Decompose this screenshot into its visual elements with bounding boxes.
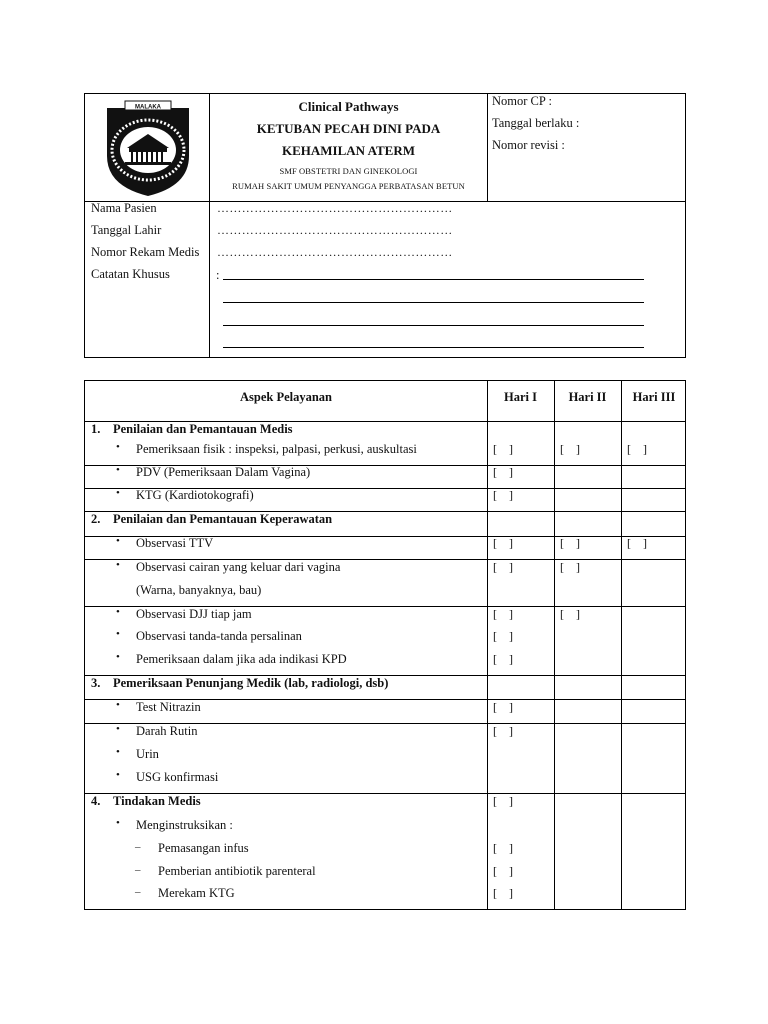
list-item: Darah Rutin (136, 724, 198, 738)
pathway-diagnosis-line-1: KETUBAN PECAH DINI PADA (256, 121, 441, 136)
list-item: PDV (Pemeriksaan Dalam Vagina) (136, 465, 311, 479)
nama-pasien-label: Nama Pasien (91, 201, 157, 215)
list-item: Observasi cairan yang keluar dari vagina (136, 560, 341, 574)
nama-pasien-field[interactable]: ………………………………………………… (217, 201, 453, 215)
checkbox-day-3[interactable]: [ ] (627, 442, 647, 456)
section-title: Pemeriksaan Penunjang Medik (lab, radiologi, dsb) (113, 676, 389, 690)
list-item: Pemberian antibiotik parenteral (158, 864, 316, 878)
bullet-icon: • (116, 559, 120, 571)
section-title: Penilaian dan Pemantauan Medis (113, 422, 293, 436)
checkbox-day-1[interactable]: [ ] (493, 488, 513, 502)
hospital-crest-logo (103, 98, 193, 198)
nomor-revisi-label: Nomor revisi : (492, 138, 565, 152)
pathway-title: Clinical Pathways (298, 99, 399, 114)
logo-banner-text: MALAKA (135, 104, 161, 111)
list-item: Test Nitrazin (136, 700, 201, 714)
section-number: 2. (91, 512, 101, 526)
checkbox-day-1[interactable]: [ ] (493, 700, 513, 714)
list-item: Menginstruksikan : (136, 818, 233, 832)
nomor-cp-label: Nomor CP : (492, 94, 552, 108)
column-divider (487, 381, 488, 909)
checkbox-day-1[interactable]: [ ] (493, 536, 513, 550)
checkbox-day-1[interactable]: [ ] (493, 652, 513, 666)
list-item: USG konfirmasi (136, 770, 219, 784)
catatan-khusus-line[interactable] (223, 279, 644, 280)
catatan-khusus-line[interactable] (223, 325, 644, 326)
catatan-khusus-line[interactable] (223, 347, 644, 348)
checkbox-day-2[interactable]: [ ] (560, 536, 580, 550)
care-pathway-table (84, 380, 686, 910)
bullet-icon: • (116, 723, 120, 735)
list-item: Observasi tanda-tanda persalinan (136, 629, 302, 643)
column-header-aspek: Aspek Pelayanan (239, 390, 333, 404)
bullet-icon: • (116, 487, 120, 499)
checkbox-day-1[interactable]: [ ] (493, 629, 513, 643)
checkbox-day-2[interactable]: [ ] (560, 560, 580, 574)
bullet-icon: • (116, 535, 120, 547)
hospital-name: RUMAH SAKIT UMUM PENYANGGA PERBATASAN BETUN (232, 181, 465, 191)
section-number: 4. (91, 794, 101, 808)
list-item: Urin (136, 747, 159, 761)
checkbox-day-1[interactable]: [ ] (493, 886, 513, 900)
checkbox-day-1[interactable]: [ ] (493, 442, 513, 456)
list-item: (Warna, banyaknya, bau) (136, 583, 262, 597)
bullet-icon: • (116, 651, 120, 663)
bullet-icon: • (116, 441, 120, 453)
checkbox-day-2[interactable]: [ ] (560, 442, 580, 456)
pathway-title-block (210, 94, 487, 201)
checkbox-day-1[interactable]: [ ] (493, 794, 513, 808)
section-number: 3. (91, 676, 101, 690)
list-item: Pemeriksaan dalam jika ada indikasi KPD (136, 652, 347, 666)
checkbox-day-1[interactable]: [ ] (493, 841, 513, 855)
column-divider (554, 381, 555, 909)
bullet-icon: • (116, 628, 120, 640)
tanggal-lahir-field[interactable]: ………………………………………………… (217, 223, 453, 237)
bullet-icon: • (116, 699, 120, 711)
pathway-diagnosis-line-2: KEHAMILAN ATERM (281, 143, 415, 158)
tanggal-lahir-label: Tanggal Lahir (91, 223, 162, 237)
checkbox-day-1[interactable]: [ ] (493, 724, 513, 738)
bullet-icon: • (116, 769, 120, 781)
dash-icon: – (135, 886, 141, 898)
checkbox-day-2[interactable]: [ ] (560, 607, 580, 621)
dash-icon: – (135, 841, 141, 853)
list-item: Observasi DJJ tiap jam (136, 607, 252, 621)
column-header-hari-1: Hari I (504, 390, 537, 404)
dash-icon: – (135, 864, 141, 876)
column-divider (621, 381, 622, 909)
tanggal-berlaku-label: Tanggal berlaku : (492, 116, 580, 130)
checkbox-day-1[interactable]: [ ] (493, 465, 513, 479)
bullet-icon: • (116, 606, 120, 618)
checkbox-day-3[interactable]: [ ] (627, 536, 647, 550)
section-title: Tindakan Medis (113, 794, 201, 808)
bullet-icon: • (116, 464, 120, 476)
list-item: Pemasangan infus (158, 841, 249, 855)
divider (487, 94, 488, 202)
pathway-header (84, 93, 686, 358)
section-title: Penilaian dan Pemantauan Keperawatan (113, 512, 333, 526)
list-item: KTG (Kardiotokografi) (136, 488, 254, 502)
checkbox-day-1[interactable]: [ ] (493, 607, 513, 621)
checkbox-day-1[interactable]: [ ] (493, 864, 513, 878)
catatan-khusus-label: Catatan Khusus (91, 267, 170, 281)
catatan-khusus-line[interactable] (223, 302, 644, 303)
bullet-icon: • (116, 817, 120, 829)
nomor-rekam-medis-field[interactable]: ………………………………………………… (217, 245, 453, 259)
nomor-rekam-medis-label: Nomor Rekam Medis (91, 245, 200, 259)
list-item: Observasi TTV (136, 536, 214, 550)
catatan-khusus-colon: : (216, 268, 220, 282)
column-header-hari-3: Hari III (632, 390, 676, 404)
bullet-icon: • (116, 746, 120, 758)
list-item: Merekam KTG (158, 886, 235, 900)
column-header-hari-2: Hari II (568, 390, 607, 404)
department-name: SMF OBSTETRI DAN GINEKOLOGI (279, 166, 418, 176)
list-item: Pemeriksaan fisik : inspeksi, palpasi, perkusi, auskultasi (136, 442, 417, 456)
section-number: 1. (91, 422, 101, 436)
checkbox-day-1[interactable]: [ ] (493, 560, 513, 574)
